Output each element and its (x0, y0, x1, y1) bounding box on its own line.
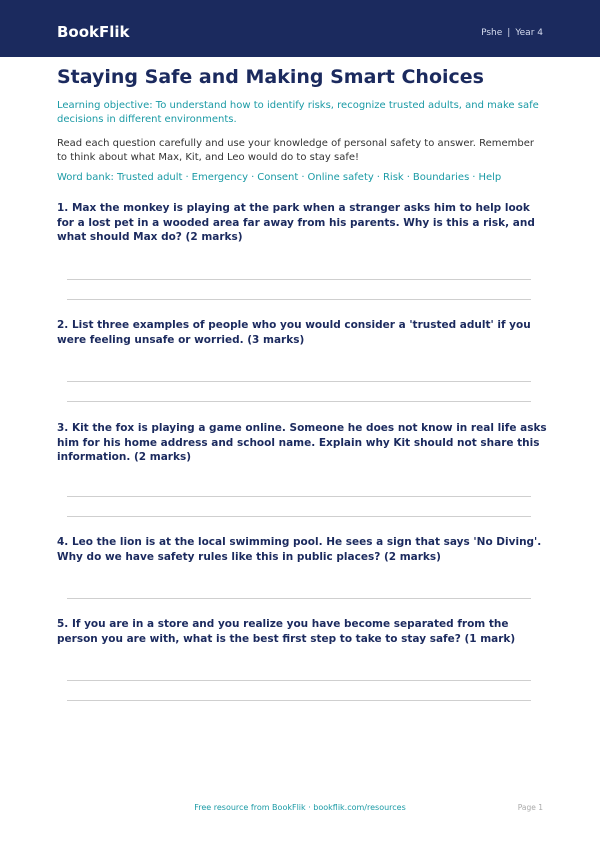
question-2: 2. List three examples of people who you would consider a 'trusted adult' if you were feeling unsafe or worried. (3 marks) (57, 319, 531, 346)
question-1: 1. Max the monkey is playing at the park when a stranger asks him to help look for a lost pet in a wooded area far away from his parents. Why is this a risk, and what should Max do? (2 marks) (57, 202, 535, 243)
question-4: 4. Leo the lion is at the local swimming pool. He sees a sign that says 'No Diving'. Why do we have safety rules like this in public places? (2 marks) (57, 536, 542, 563)
word-bank-word: Risk (382, 172, 404, 183)
word-separator: · (185, 172, 189, 183)
word-separator: · (406, 172, 410, 183)
answer-line[interactable] (67, 680, 531, 681)
learning-objective: Learning objective: To understand how to identify risks, recognize trusted adults, and make safe decisions in different environments. (57, 100, 539, 125)
question-3: 3. Kit the fox is playing a game online. Someone he does not know in real life asks him for his home address and school name. Explain why Kit should not share this information. (2 marks) (57, 422, 547, 463)
word-bank-word: Consent (257, 172, 299, 183)
answer-line[interactable] (67, 516, 531, 517)
question-5: 5. If you are in a store and you realize you have become separated from the person you are with, what is the best first step to take to stay safe? (1 mark) (57, 618, 516, 645)
answer-line[interactable] (67, 299, 531, 300)
subject-year-meta (481, 26, 543, 40)
instructions: Read each question carefully and use your knowledge of personal safety to answer. Remember to think about what Max, Kit, and Leo would do to stay safe! (57, 138, 534, 163)
page-number: Page 1 (517, 803, 543, 812)
worksheet-title: Staying Safe and Making Smart Choices (57, 66, 484, 88)
subject-label: Pshe (481, 28, 503, 38)
word-bank (57, 171, 547, 185)
page-header (0, 0, 600, 57)
answer-line[interactable] (67, 381, 531, 382)
answer-line[interactable] (67, 401, 531, 402)
word-bank-word: Online safety (307, 172, 374, 183)
word-bank-label: Word bank: (57, 172, 114, 183)
brand-logo: BookFlik (57, 23, 130, 41)
answer-line[interactable] (67, 700, 531, 701)
answer-line[interactable] (67, 279, 531, 280)
word-bank-word: Emergency (191, 172, 249, 183)
year-label: Year 4 (515, 28, 543, 38)
answer-line[interactable] (67, 496, 531, 497)
word-bank-word: Boundaries (412, 172, 470, 183)
word-separator: · (472, 172, 476, 183)
footer-credit: Free resource from BookFlik · bookflik.com/resources (194, 803, 406, 812)
word-separator: · (301, 172, 305, 183)
word-bank-word: Trusted adult (117, 172, 183, 183)
word-separator: · (376, 172, 380, 183)
word-bank-word: Help (478, 172, 502, 183)
word-separator: · (251, 172, 255, 183)
answer-line[interactable] (67, 598, 531, 599)
meta-separator: | (507, 28, 511, 38)
